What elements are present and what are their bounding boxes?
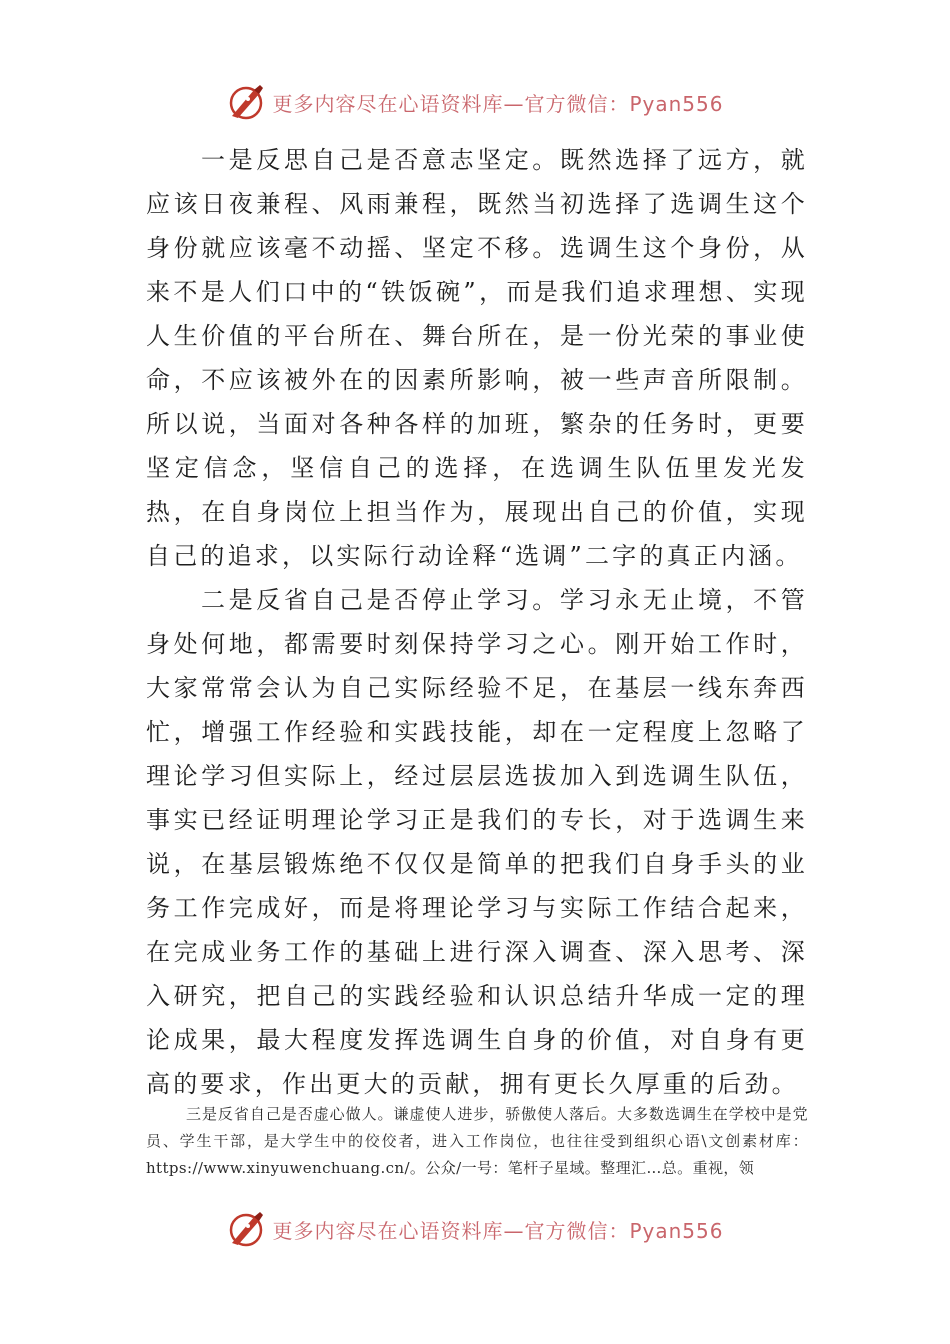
banner-text: 更多内容尽在心语资料库—官方微信：Pyan556 (272, 91, 724, 116)
document-body (146, 138, 808, 1106)
header-banner (0, 80, 950, 124)
paragraph-1: 一是反思自己是否意志坚定。既然选择了远方，就应该日夜兼程、风雨兼程，既然当初选择了选调生这个身份就应该毫不动摇、坚定不移。选调生这个身份，从来不是人们口中的“铁饭碗”，而是我们追求理想、实现人生价值的平台所在、舞台所在，是一份光荣的事业使命，不应该被外在的因素所影响，被一些声音所限制。所以说，当面对各种各样的加班，繁杂的任务时，更要坚定信念，坚信自己的选择，在选调生队伍里发光发热，在自身岗位上担当作为，展现出自己的价值，实现自己的追求，以实际行动诠释“选调”二字的真正内涵。 (146, 146, 808, 570)
footer-banner (0, 1207, 950, 1251)
paragraph-3-small: 三是反省自己是否虚心做人。谦虚使人进步，骄傲使人落后。大多数选调生在学校中是党员、学生干部，是大学生中的佼佼者，进入工作岗位，也往往受到组织心语\文创素材库：https://www.xinyuwenchuang.cn/。公众/一号：笔杆子星域。整理汇…总。重视，领 (146, 1105, 808, 1177)
pen-nib-circle-icon (226, 1209, 266, 1249)
paragraph-2: 二是反省自己是否停止学习。学习永无止境，不管身处何地，都需要时刻保持学习之心。刚开始工作时，大家常常会认为自己实际经验不足，在基层一线东奔西忙，增强工作经验和实践技能，却在一定程度上忽略了理论学习但实际上，经过层层选拔加入到选调生队伍，事实已经证明理论学习正是我们的专长，对于选调生来说，在基层锻炼绝不仅仅是简单的把我们自身手头的业务工作完成好，而是将理论学习与实际工作结合起来，在完成业务工作的基础上进行深入调查、深入思考、深入研究，把自己的实践经验和认识总结升华成一定的理论成果，最大程度发挥选调生自身的价值，对自身有更高的要求，作出更大的贡献，拥有更长久厚重的后劲。 (146, 586, 808, 1098)
pen-nib-circle-icon (226, 82, 266, 122)
banner-text: 更多内容尽在心语资料库—官方微信：Pyan556 (272, 1218, 724, 1243)
